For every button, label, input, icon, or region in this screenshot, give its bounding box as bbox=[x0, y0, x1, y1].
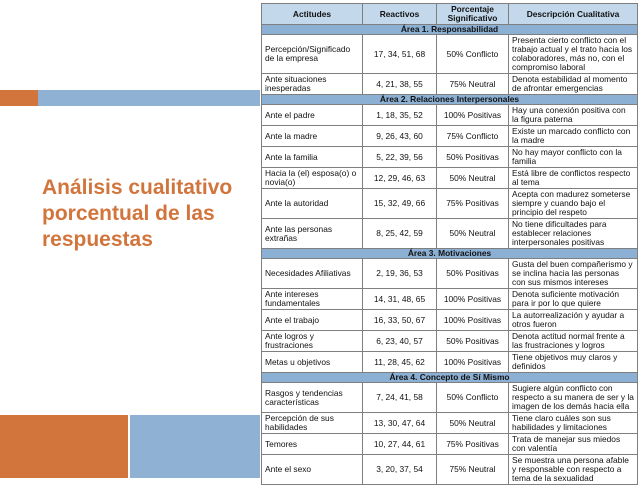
cell-porcentaje: 50% Positivas bbox=[437, 331, 509, 352]
cell-reactivos: 13, 30, 47, 64 bbox=[363, 413, 437, 434]
header-porcentaje: Porcentaje Significativo bbox=[437, 4, 509, 25]
table-row bbox=[262, 310, 638, 331]
cell-actitud: Ante situaciones inesperadas bbox=[262, 74, 363, 95]
cell-porcentaje: 50% Neutral bbox=[437, 413, 509, 434]
cell-reactivos: 3, 20, 37, 54 bbox=[363, 455, 437, 485]
cell-actitud: Ante la madre bbox=[262, 126, 363, 147]
table-row bbox=[262, 259, 638, 289]
cell-actitud: Ante el sexo bbox=[262, 455, 363, 485]
cell-porcentaje: 50% Conflicto bbox=[437, 383, 509, 413]
cell-porcentaje: 50% Neutral bbox=[437, 219, 509, 249]
cell-descripcion: Existe un marcado conflicto con la madre bbox=[509, 126, 638, 147]
table-row bbox=[262, 219, 638, 249]
table-row bbox=[262, 105, 638, 126]
table-body bbox=[262, 25, 638, 485]
cell-porcentaje: 75% Positivas bbox=[437, 434, 509, 455]
cell-descripcion: Denota estabilidad al momento de afrontar emergencias bbox=[509, 74, 638, 95]
cell-porcentaje: 100% Positivas bbox=[437, 289, 509, 310]
table-row bbox=[262, 289, 638, 310]
table-header-row bbox=[262, 4, 638, 25]
cell-descripcion: Denota actitud normal frente a las frustraciones y logros bbox=[509, 331, 638, 352]
cell-reactivos: 6, 23, 40, 57 bbox=[363, 331, 437, 352]
cell-descripcion: Tiene claro cuáles son sus habilidades y limitaciones bbox=[509, 413, 638, 434]
table-row bbox=[262, 383, 638, 413]
cell-porcentaje: 50% Positivas bbox=[437, 147, 509, 168]
cell-reactivos: 7, 24, 41, 58 bbox=[363, 383, 437, 413]
cell-descripcion: Se muestra una persona afable y responsable con respecto a tema de la sexualidad bbox=[509, 455, 638, 485]
cell-descripcion: Está libre de conflictos respecto al tema bbox=[509, 168, 638, 189]
cell-descripcion: Trata de manejar sus miedos con valentía bbox=[509, 434, 638, 455]
cell-reactivos: 14, 31, 48, 65 bbox=[363, 289, 437, 310]
cell-actitud: Percepción de sus habilidades bbox=[262, 413, 363, 434]
cell-actitud: Ante la autoridad bbox=[262, 189, 363, 219]
cell-descripcion: Denota suficiente motivación para ir por lo que quiere bbox=[509, 289, 638, 310]
table-row bbox=[262, 352, 638, 373]
cell-actitud: Hacia la (el) esposa(o) o novia(o) bbox=[262, 168, 363, 189]
results-table bbox=[261, 3, 638, 485]
cell-descripcion: Presenta cierto conflicto con el trabajo actual y el trato hacia los colaboradores, más no, con el compromiso laboral bbox=[509, 35, 638, 74]
slide-title: Análisis cualitativo porcentual de las respuestas bbox=[42, 176, 233, 251]
table-row bbox=[262, 413, 638, 434]
cell-actitud: Necesidades Afiliativas bbox=[262, 259, 363, 289]
header-descripcion: Descripción Cualitativa bbox=[509, 4, 638, 25]
table-row bbox=[262, 147, 638, 168]
section-title: Área 2. Relaciones Interpersonales bbox=[262, 95, 638, 105]
cell-porcentaje: 50% Positivas bbox=[437, 259, 509, 289]
cell-actitud: Ante las personas extrañas bbox=[262, 219, 363, 249]
cell-reactivos: 17, 34, 51, 68 bbox=[363, 35, 437, 74]
cell-reactivos: 12, 29, 46, 63 bbox=[363, 168, 437, 189]
table-row bbox=[262, 189, 638, 219]
cell-porcentaje: 50% Conflicto bbox=[437, 35, 509, 74]
cell-descripcion: No tiene dificultades para establecer relaciones interpersonales positivas bbox=[509, 219, 638, 249]
cell-actitud: Ante la familia bbox=[262, 147, 363, 168]
cell-actitud: Percepción/Significado de la empresa bbox=[262, 35, 363, 74]
cell-descripcion: Acepta con madurez someterse siempre y cuando bajo el principio del respeto bbox=[509, 189, 638, 219]
cell-porcentaje: 100% Positivas bbox=[437, 310, 509, 331]
section-header-row bbox=[262, 25, 638, 35]
cell-actitud: Ante el padre bbox=[262, 105, 363, 126]
decor-blue-strip bbox=[38, 90, 260, 106]
cell-porcentaje: 75% Positivas bbox=[437, 189, 509, 219]
cell-descripcion: Hay una conexión positiva con la figura paterna bbox=[509, 105, 638, 126]
section-header-row bbox=[262, 373, 638, 383]
table-row bbox=[262, 455, 638, 485]
section-title: Área 3. Motivaciones bbox=[262, 249, 638, 259]
cell-reactivos: 16, 33, 50, 67 bbox=[363, 310, 437, 331]
decor-orange-block-small bbox=[0, 90, 38, 106]
cell-descripcion: Sugiere algún conflicto con respecto a su manera de ser y la imagen de los demás hacia ella bbox=[509, 383, 638, 413]
section-header-row bbox=[262, 249, 638, 259]
cell-actitud: Metas u objetivos bbox=[262, 352, 363, 373]
section-title: Área 1. Responsabilidad bbox=[262, 25, 638, 35]
cell-porcentaje: 100% Positivas bbox=[437, 352, 509, 373]
table-row bbox=[262, 434, 638, 455]
header-actitudes: Actitudes bbox=[262, 4, 363, 25]
cell-reactivos: 10, 27, 44, 61 bbox=[363, 434, 437, 455]
cell-reactivos: 9, 26, 43, 60 bbox=[363, 126, 437, 147]
cell-reactivos: 8, 25, 42, 59 bbox=[363, 219, 437, 249]
header-reactivos: Reactivos bbox=[363, 4, 437, 25]
cell-porcentaje: 75% Neutral bbox=[437, 74, 509, 95]
cell-porcentaje: 75% Neutral bbox=[437, 455, 509, 485]
cell-actitud: Rasgos y tendencias características bbox=[262, 383, 363, 413]
table-row bbox=[262, 35, 638, 74]
cell-reactivos: 1, 18, 35, 52 bbox=[363, 105, 437, 126]
results-table-container bbox=[261, 3, 637, 483]
cell-reactivos: 15, 32, 49, 66 bbox=[363, 189, 437, 219]
cell-reactivos: 4, 21, 38, 55 bbox=[363, 74, 437, 95]
section-title: Área 4. Concepto de Sí Mismo bbox=[262, 373, 638, 383]
table-row bbox=[262, 126, 638, 147]
cell-actitud: Ante el trabajo bbox=[262, 310, 363, 331]
cell-porcentaje: 75% Conflicto bbox=[437, 126, 509, 147]
cell-reactivos: 2, 19, 36, 53 bbox=[363, 259, 437, 289]
cell-descripcion: No hay mayor conflicto con la familia bbox=[509, 147, 638, 168]
cell-actitud: Temores bbox=[262, 434, 363, 455]
cell-actitud: Ante intereses fundamentales bbox=[262, 289, 363, 310]
cell-descripcion: Gusta del buen compañerismo y se inclina hacia las personas con sus mismos intereses bbox=[509, 259, 638, 289]
table-row bbox=[262, 74, 638, 95]
cell-descripcion: Tiene objetivos muy claros y definidos bbox=[509, 352, 638, 373]
cell-reactivos: 11, 28, 45, 62 bbox=[363, 352, 437, 373]
decor-orange-block-large bbox=[0, 415, 128, 478]
cell-porcentaje: 50% Neutral bbox=[437, 168, 509, 189]
cell-actitud: Ante logros y frustraciones bbox=[262, 331, 363, 352]
table-row bbox=[262, 168, 638, 189]
decor-blue-block-large bbox=[130, 415, 260, 478]
cell-reactivos: 5, 22, 39, 56 bbox=[363, 147, 437, 168]
table-row bbox=[262, 331, 638, 352]
cell-descripcion: La autorrealización y ayudar a otros fueron bbox=[509, 310, 638, 331]
cell-porcentaje: 100% Positivas bbox=[437, 105, 509, 126]
section-header-row bbox=[262, 95, 638, 105]
